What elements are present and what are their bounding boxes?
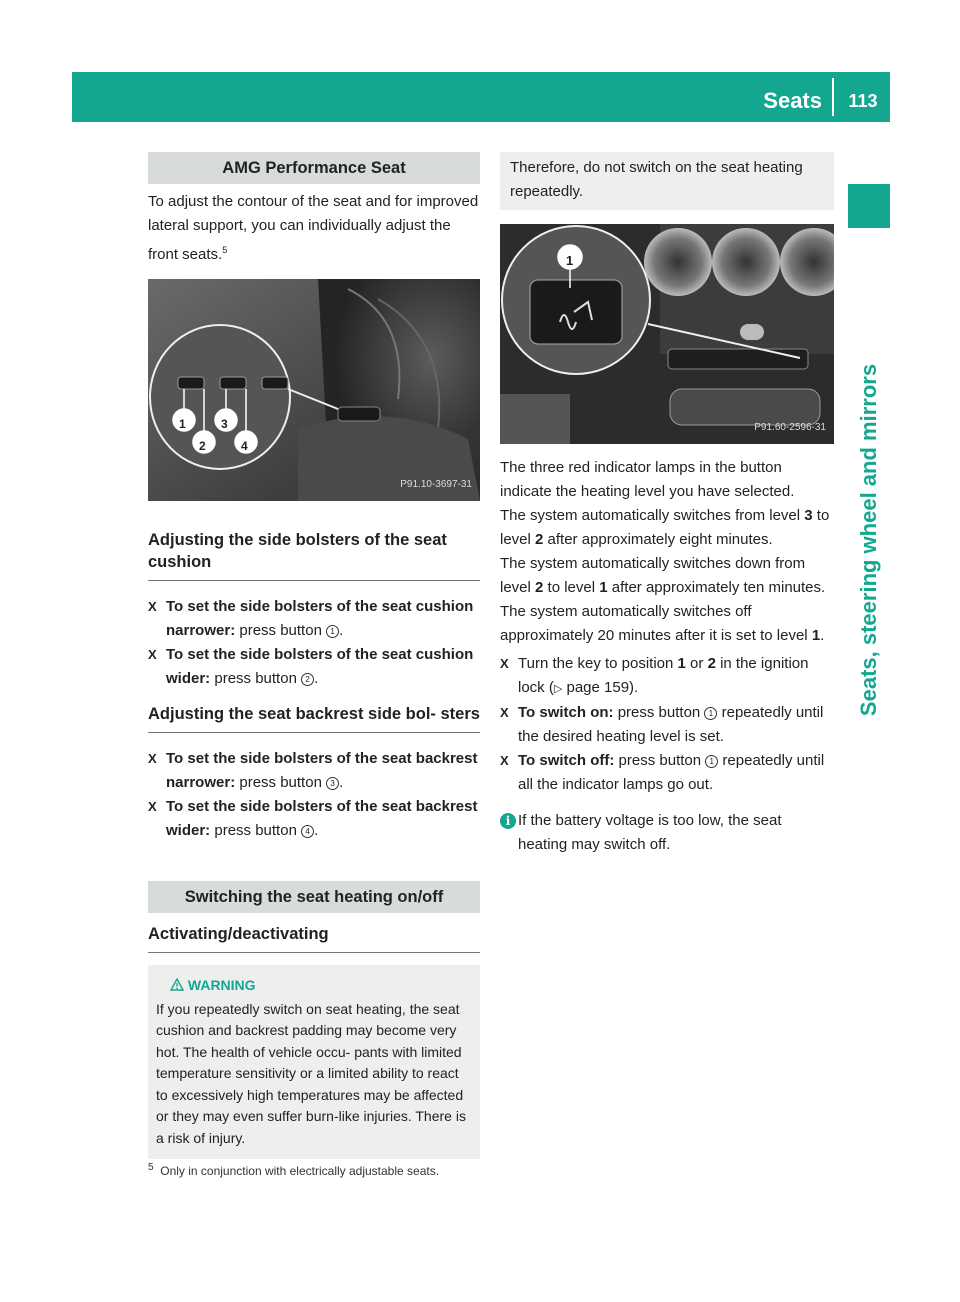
callout-3: 3	[221, 417, 228, 431]
seat-bolster-figure	[148, 279, 480, 501]
page-ref-arrow-icon: ▷	[553, 683, 563, 695]
dashboard-photo	[500, 224, 834, 444]
callout-4: 4	[241, 439, 248, 453]
step-bold-text: To set the side bolsters of the seat backrest wider:	[166, 798, 478, 839]
text: The system automatically switches from level	[500, 507, 805, 524]
info-icon: i	[500, 813, 516, 829]
text: press button	[613, 704, 705, 721]
step-arrow-icon: X	[148, 751, 157, 766]
callout-icon: 4	[301, 825, 314, 838]
text: after approximately ten minutes.	[607, 579, 826, 596]
step-switch-on	[500, 701, 834, 749]
text: .	[820, 627, 825, 644]
step-item: X To set the side bolsters of the seat cushion narrower: press button 1 .	[148, 595, 480, 643]
para-indicator-lamps: The three red indicator lamps in the button indicate the heating level you have selected.	[500, 459, 795, 500]
step-arrow-icon: X	[500, 656, 509, 671]
step-bold-text: To set the side bolsters of the seat backrest narrower:	[166, 750, 478, 791]
step-ignition	[500, 652, 834, 701]
page-number: 113	[848, 91, 878, 111]
step-bold-text: To switch off:	[518, 752, 615, 769]
step-text: press button	[235, 622, 327, 639]
para-off	[500, 600, 834, 648]
info-note	[500, 809, 834, 857]
info-text: If the battery voltage is too low, the seat heating may switch off.	[518, 812, 782, 853]
side-chapter-label: Seats, steering wheel and mirrors	[856, 363, 881, 717]
figure-code: P91.60-2596-31	[754, 422, 826, 433]
para-level3	[500, 504, 834, 552]
step-item: X To set the side bolsters of the seat cushion wider: press button 2 .	[148, 643, 480, 691]
callout-icon: 1	[704, 707, 717, 720]
step-text: press button	[235, 774, 327, 791]
text: in the ignition lock (	[518, 655, 809, 696]
text: press button	[614, 752, 706, 769]
step-item: X To set the side bolsters of the seat backrest wider: press button 4 .	[148, 795, 480, 843]
step-arrow-icon: X	[500, 705, 509, 720]
warning-title: WARNING	[187, 977, 256, 993]
warning-box	[148, 965, 480, 1159]
page-header	[72, 72, 890, 122]
step-bold-text: To set the side bolsters of the seat cushion wider:	[166, 646, 474, 687]
left-column	[148, 152, 480, 1159]
level-number: 3	[804, 507, 813, 524]
seat-photo	[148, 279, 480, 501]
text: after approximately eight minutes.	[543, 531, 773, 548]
warning-text: If you repeatedly switch on seat heating, the seat cushion and backrest padding may become very hot. The health of vehicle occu- pants with limited temperature sensitivity or a limited ability to react to excessively high temperatures may be affected or they may even suffer burn-like injuries. There is a risk of injury.	[156, 1000, 466, 1146]
position-number: 1	[677, 655, 686, 672]
backrest-steps	[148, 747, 480, 843]
level-number: 1	[811, 627, 821, 644]
step-text: press button	[210, 822, 302, 839]
step-bold-text: To switch on:	[518, 704, 614, 721]
figure-code: P91.10-3697-31	[400, 479, 472, 490]
intro-text: To adjust the contour of the seat and for improved lateral support, you can individually adjust the front seats.	[148, 193, 479, 263]
callout-2: 2	[199, 439, 206, 453]
heading-cushion: Adjusting the side bolsters of the seat cushion	[148, 529, 480, 581]
text: to level	[543, 579, 600, 596]
callout-icon: 1	[705, 755, 718, 768]
step-arrow-icon: X	[148, 799, 157, 814]
footnote-number: 5	[148, 1162, 154, 1173]
text: repeatedly until all the indicator lamps go out.	[518, 752, 825, 793]
page-ref-link[interactable]: page 159).	[562, 679, 639, 696]
text: Turn the key to position	[518, 655, 678, 672]
step-bold-text: To set the side bolsters of the seat cushion narrower:	[166, 598, 474, 639]
intro-paragraph	[148, 190, 480, 267]
continued-text: Therefore, do not switch on the seat heating repeatedly.	[510, 159, 803, 200]
section-title-amg: AMG Performance Seat	[148, 152, 480, 184]
continued-warning-box	[500, 152, 834, 210]
text: to level	[500, 507, 830, 548]
step-switch-off	[500, 749, 834, 797]
footnote-ref: 5	[222, 245, 228, 255]
section-title-heating: Switching the seat heating on/off	[148, 881, 480, 913]
heading-backrest: Adjusting the seat backrest side bol- sters	[148, 703, 480, 733]
text: The system automatically switches off approximately 20 minutes after it is set to level	[500, 603, 812, 644]
footnote	[148, 1162, 439, 1178]
heading-activating: Activating/deactivating	[148, 923, 480, 953]
level-number: 2	[535, 531, 544, 548]
warning-header	[156, 975, 472, 997]
side-tab-marker	[848, 184, 890, 228]
callout-1: 1	[179, 417, 186, 431]
callout-icon: 1	[326, 625, 339, 638]
cushion-steps	[148, 595, 480, 691]
level-number: 2	[535, 579, 544, 596]
warning-triangle-icon	[170, 978, 184, 991]
header-title: Seats	[763, 88, 822, 113]
step-arrow-icon: X	[500, 753, 509, 768]
step-text: press button	[210, 670, 302, 687]
footnote-text: Only in conjunction with electrically adjustable seats.	[160, 1164, 440, 1178]
dashboard-figure	[500, 224, 834, 444]
text: The system automatically switches down from level	[500, 555, 806, 596]
figure2-callout: 1	[566, 253, 574, 268]
para-level2	[500, 552, 834, 600]
text: or	[685, 655, 708, 672]
position-number: 2	[707, 655, 716, 672]
header-separator	[832, 78, 834, 116]
text: repeatedly until the desired heating level is set.	[518, 704, 824, 745]
step-arrow-icon: X	[148, 599, 157, 614]
step-item: X To set the side bolsters of the seat backrest narrower: press button 3 .	[148, 747, 480, 795]
callout-icon: 3	[326, 777, 339, 790]
level-number: 1	[599, 579, 608, 596]
callout-icon: 2	[301, 673, 314, 686]
step-arrow-icon: X	[148, 647, 157, 662]
right-column	[500, 152, 834, 857]
